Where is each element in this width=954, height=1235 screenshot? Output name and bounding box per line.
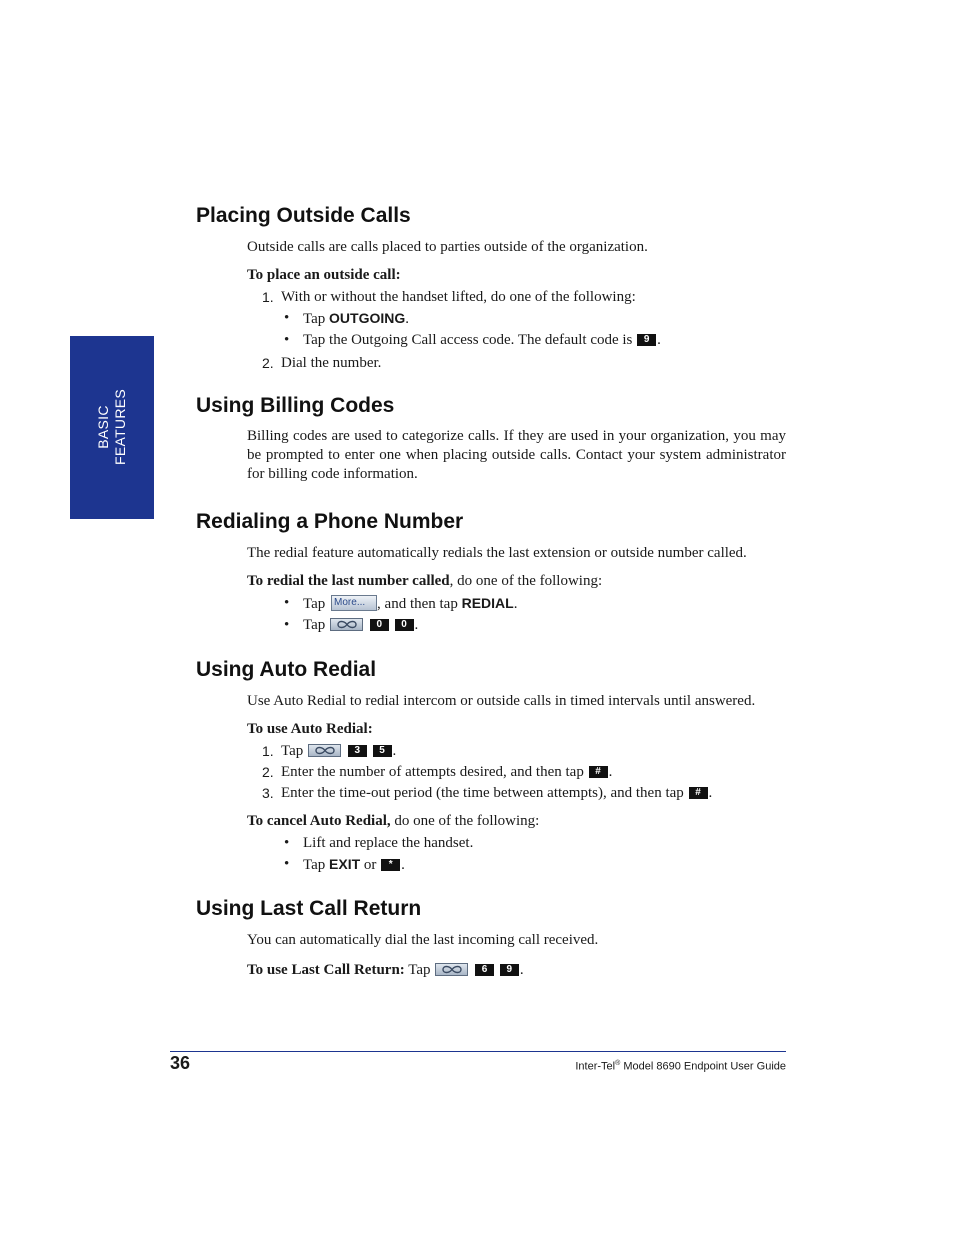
dial-key-pound: # [689, 787, 708, 799]
dial-key-star: * [381, 859, 400, 871]
procedure-label: To redial the last number called [247, 573, 450, 589]
bullet-item: • Tap EXIT or * . [247, 854, 786, 876]
dial-key-0: 0 [395, 619, 414, 631]
section-using-auto-redial: Using Auto Redial Use Auto Redial to redial intercom or outside calls in timed intervals until answered. To use Auto Redial: 1. Tap 3 5 . 2. Enter the number of attempts desired, and then tap # . 3. Enter the time-out period (the time between attempts), and then tap # . To cancel Auto Redial, do one of the following: • Lift and replace the handset. • Tap EXIT or * . [196, 657, 786, 876]
infinity-feature-icon [330, 618, 363, 631]
step-2: 2. Enter the number of attempts desired, and then tap # . [262, 764, 613, 780]
dial-key-pound: # [589, 766, 608, 778]
heading-using-billing-codes: Using Billing Codes [196, 394, 395, 417]
bullet-item: • Tap More... , and then tap REDIAL. [247, 593, 786, 615]
step-1: 1. Tap 3 5 . [262, 743, 397, 759]
section-placing-outside-calls [196, 203, 786, 374]
procedure-label: To use Auto Redial: [247, 721, 373, 737]
footer-divider [170, 1051, 786, 1052]
heading-redialing-phone-number: Redialing a Phone Number [196, 510, 464, 533]
heading-using-auto-redial: Using Auto Redial [196, 658, 377, 681]
procedure-label: To place an outside call: [247, 267, 401, 283]
footer-title: Inter-Tel® Model 8690 Endpoint User Guide [575, 1060, 786, 1073]
heading-placing-outside-calls: Placing Outside Calls [196, 204, 411, 227]
section-using-last-call-return: Using Last Call Return You can automatically dial the last incoming call received. To use Last Call Return: Tap 6 9 . [196, 896, 786, 980]
bullet-item: • Lift and replace the handset. [247, 833, 786, 854]
procedure-label: To use Last Call Return: [247, 962, 405, 978]
paragraph: Outside calls are calls placed to parties outside of the organization. [247, 239, 648, 255]
page-number: 36 [170, 1053, 191, 1073]
section-using-billing-codes [196, 393, 786, 484]
dial-key-5: 5 [373, 745, 392, 757]
dial-key-3: 3 [348, 745, 367, 757]
paragraph: The redial feature automatically redials the last extension or outside number called. [247, 545, 747, 561]
dial-key-0: 0 [370, 619, 389, 631]
dial-key-9: 9 [500, 964, 519, 976]
section-tab [70, 336, 154, 519]
step-1: 1. With or without the handset lifted, do one of the following: [262, 289, 636, 305]
bullet-item: • Tap OUTGOING. [247, 308, 786, 330]
heading-using-last-call-return: Using Last Call Return [196, 897, 422, 920]
section-tab-label: BASIC FEATURES [95, 388, 128, 466]
step-2: 2. Dial the number. [262, 355, 382, 371]
more-button: More... [331, 595, 377, 611]
paragraph: Use Auto Redial to redial intercom or outside calls in timed intervals until answered. [247, 693, 756, 709]
infinity-feature-icon [308, 744, 341, 757]
exit-softkey: EXIT [329, 856, 361, 872]
dial-key-6: 6 [475, 964, 494, 976]
paragraph: Billing codes are used to categorize calls. If they are used in your organization, you may be prompted to enter one when placing outside calls. Contact your system administrator for billing code information. [247, 428, 786, 482]
dial-key-9: 9 [637, 334, 656, 346]
outgoing-softkey: OUTGOING [329, 310, 406, 326]
step-3: 3. Enter the time-out period (the time between attempts), and then tap # . [262, 785, 713, 801]
bullet-item: • Tap the Outgoing Call access code. The default code is 9 . [247, 330, 786, 351]
infinity-feature-icon [435, 963, 468, 976]
bullet-item: • Tap 0 0 . [247, 615, 786, 636]
redial-softkey: REDIAL [461, 595, 514, 611]
paragraph: You can automatically dial the last incoming call received. [247, 932, 599, 948]
procedure-label: To cancel Auto Redial, [247, 813, 391, 829]
section-redialing-phone-number: Redialing a Phone Number The redial feature automatically redials the last extension or outside number called. To redial the last number called, do one of the following: • Tap More... , and then tap REDIAL. • Tap 0 0 . [196, 509, 786, 636]
